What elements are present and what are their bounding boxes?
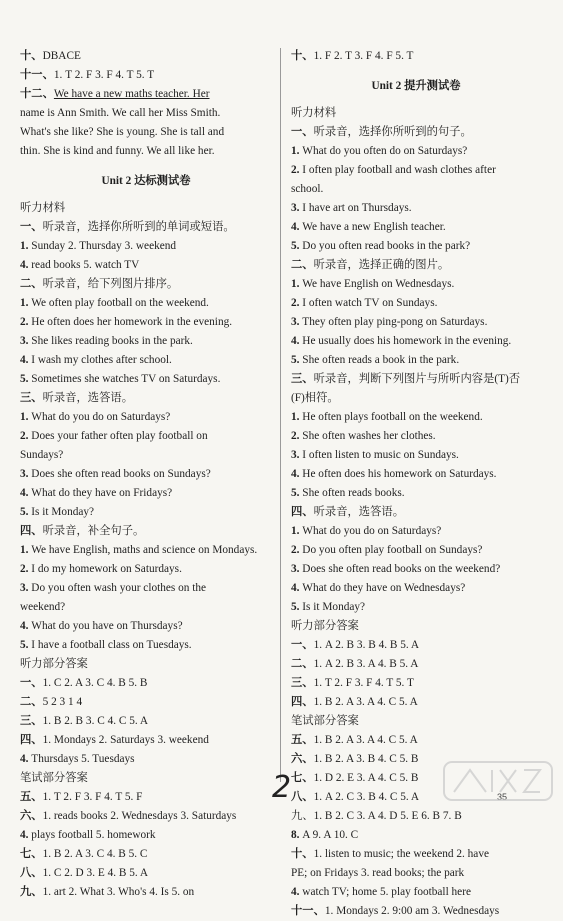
line-text: read books 5. watch TV [31,259,140,271]
text-line [291,579,541,598]
text-line [20,693,272,712]
line-number: 1. [291,145,303,157]
text-line [291,712,541,731]
text-line [20,237,272,256]
line-text: I often play football and wash clothes after [302,164,496,176]
text-line [291,142,541,161]
line-text: She likes reading books in the park. [31,335,193,347]
text-line [291,446,541,465]
line-text: 1. A 2. C 3. B 4. C 5. A [313,791,420,803]
line-number: 1. [20,297,32,309]
text-line [291,883,541,902]
line-number: 十二、 [20,88,54,100]
text-line [20,142,272,161]
line-text: What do they have on Wednesdays? [302,582,466,594]
text-line [20,256,272,275]
line-number: 四、 [291,696,314,708]
text-line [20,294,272,313]
text-line [20,218,272,237]
text-line [20,522,272,541]
line-number: 3. [20,468,32,480]
line-text: We have a new maths teacher. Her [53,88,210,100]
line-text: Sundays? [20,449,64,461]
line-text: 九、1. B 2. C 3. A 4. D 5. E 6. B 7. B [291,810,462,822]
line-text: 1. D 2. E 3. A 4. C 5. B [313,772,419,784]
line-number: 2. [291,297,303,309]
line-text: She often reads books. [302,487,405,499]
line-text: What do you have on Thursdays? [31,620,183,632]
text-line [291,123,541,142]
text-line [291,560,541,579]
line-number: 二、 [20,278,43,290]
text-line [291,370,541,389]
text-line [291,275,541,294]
line-text: 1. C 2. D 3. E 4. B 5. A [42,867,149,879]
line-number: 1. [291,411,303,423]
text-line [20,332,272,351]
text-line [20,807,272,826]
line-number: 三、 [20,392,43,404]
left-top-block [20,47,272,161]
line-number: 八、 [291,791,314,803]
line-text: She often reads a book in the park. [302,354,460,366]
line-text: school. [291,183,324,195]
line-text: PE; on Fridays 3. read books; the park [291,867,465,879]
text-line [291,256,541,275]
text-line [291,655,541,674]
line-number: 2. [291,164,303,176]
watermark-logo [440,756,558,806]
line-number: 三、 [291,677,314,689]
line-number: 1. [291,525,303,537]
line-text: 听力材料 [20,202,66,214]
page-number: 35 [497,792,508,802]
text-line [291,902,541,921]
text-line [20,484,272,503]
text-line [20,104,272,123]
text-line [20,85,272,104]
text-line [20,617,272,636]
line-text: 听录音，选择正确的图片。 [313,259,450,271]
text-line [20,636,272,655]
right-top-line [291,47,541,66]
text-line [20,845,272,864]
text-line [291,218,541,237]
line-number: 一、 [20,221,43,233]
text-line [20,370,272,389]
text-line [20,579,272,598]
text-line [20,750,272,769]
line-text: 1. C 2. A 3. C 4. B 5. B [42,677,148,689]
text-line [291,484,541,503]
line-number: 十、 [291,50,314,62]
line-text: 听录音，判断下列图片与所听内容是(T)否 [313,373,521,385]
line-text: They often play ping-pong on Saturdays. [302,316,488,328]
line-number: 4. [291,582,303,594]
text-line [291,617,541,636]
line-number: 1. [20,411,32,423]
line-text: Sometimes she watches TV on Saturdays. [31,373,221,385]
line-number: 5. [291,354,303,366]
line-text: I have a football class on Tuesdays. [31,639,192,651]
text-line [291,313,541,332]
text-line [20,560,272,579]
line-number: 4. [20,620,32,632]
line-number: 五、 [20,791,43,803]
text-line [291,674,541,693]
line-number: 六、 [20,810,43,822]
text-line [20,351,272,370]
line-text: 1. T 2. F 3. F 4. T 5. T [313,677,414,689]
text-line [291,427,541,446]
text-line [291,389,541,408]
line-number: 4. [291,221,303,233]
text-line [291,161,541,180]
line-text: 1. Mondays 2. Saturdays 3. weekend [42,734,209,746]
line-number: 1. [20,240,32,252]
line-text: Do you often play football on Sundays? [302,544,483,556]
text-line [20,408,272,427]
line-number: 3. [20,582,32,594]
line-number: 三、 [291,373,314,385]
line-text: 听录音，选答语。 [42,392,133,404]
line-text: He often does her homework in the evening. [31,316,233,328]
line-number: 2. [20,316,32,328]
line-number: 4. [291,468,303,480]
line-text: 笔试部分答案 [20,772,88,784]
line-number: 2. [20,430,32,442]
line-text: 1. Mondays 2. 9:00 am 3. Wednesdays [324,905,500,917]
text-line [20,123,272,142]
line-number: 4. [291,335,303,347]
line-number: 2. [291,430,303,442]
line-text: 1. T 2. F 3. F 4. T 5. T [53,69,155,81]
line-number: 3. [291,316,303,328]
line-text: thin. She is kind and funny. We all like her. [20,145,215,157]
line-text: Does she often read books on the weekend? [302,563,501,575]
line-number: 二、 [20,696,43,708]
line-text: I have art on Thursdays. [302,202,412,214]
text-line [291,180,541,199]
line-text: 听录音，选择你所听到的单词或短语。 [42,221,235,233]
line-number: 十一、 [20,69,54,81]
line-number: 六、 [291,753,314,765]
line-number: 5. [291,601,303,613]
line-text: Thursdays 5. Tuesdays [31,753,135,765]
text-line [291,351,541,370]
line-text: 听录音，选答语。 [313,506,404,518]
line-number: 三、 [20,715,43,727]
line-text: plays football 5. homework [31,829,156,841]
line-number: 十一、 [291,905,325,917]
text-line [291,199,541,218]
line-text: 1. B 2. A 3. C 4. B 5. C [42,848,148,860]
line-number: 5. [20,506,32,518]
text-line [20,47,272,66]
text-line [291,864,541,883]
text-line [291,294,541,313]
line-text: DBACE [42,50,81,62]
line-text: I wash my clothes after school. [31,354,172,366]
line-text: watch TV; home 5. play football here [302,886,471,898]
text-line [20,275,272,294]
text-line [291,598,541,617]
text-line [20,66,272,85]
line-text: 1. listen to music; the weekend 2. have [313,848,489,860]
text-line [20,503,272,522]
line-text: 1. B 2. A 3. B 4. C 5. B [313,753,419,765]
line-text: We have English on Wednesdays. [302,278,455,290]
line-text: 1. B 2. B 3. C 4. C 5. A [42,715,149,727]
line-number: 十、 [20,50,43,62]
line-text: Do you often wash your clothes on the [31,582,207,594]
line-number: 四、 [291,506,314,518]
line-text: What's she like? She is young. She is tall and [20,126,225,138]
text-line [291,693,541,712]
line-text: Is it Monday? [31,506,95,518]
line-number: 1. [291,278,303,290]
line-number: 五、 [291,734,314,746]
line-number: 4. [291,886,303,898]
text-line [291,826,541,845]
line-text: We often play football on the weekend. [31,297,209,309]
line-number: 5. [20,373,32,385]
line-text: 听录音，选择你所听到的句子。 [313,126,472,138]
text-line [291,522,541,541]
text-line [20,883,272,902]
handwritten-page-mark: 2 [271,770,292,805]
line-text: 1. reads books 2. Wednesdays 3. Saturdays [42,810,237,822]
line-number: 5. [291,240,303,252]
line-number: 2. [20,563,32,575]
line-text: 1. art 2. What 3. Who's 4. Is 5. on [42,886,195,898]
line-text: 笔试部分答案 [291,715,359,727]
text-line [20,598,272,617]
line-number: 十、 [291,848,314,860]
line-number: 七、 [20,848,43,860]
line-text: We have English, maths and science on Mondays. [31,544,258,556]
line-text: 1. B 2. A 3. A 4. C 5. A [313,734,418,746]
line-text: Does your father often play football on [31,430,208,442]
line-number: 九、 [20,886,43,898]
text-line [291,731,541,750]
text-line [20,446,272,465]
line-text: Do you often read books in the park? [302,240,471,252]
text-line [291,332,541,351]
text-line [20,313,272,332]
line-text: We have a new English teacher. [302,221,446,233]
text-line [291,541,541,560]
line-text: (F)相符。 [291,392,339,404]
line-number: 一、 [20,677,43,689]
text-line [20,674,272,693]
line-text: She often washes her clothes. [302,430,436,442]
left-unit-heading: Unit 2 达标测试卷 [101,175,191,187]
line-number: 3. [291,202,303,214]
line-text: 1. T 2. F 3. F 4. T 5. F [42,791,143,803]
line-number: 一、 [291,639,314,651]
text-line [20,731,272,750]
line-number: 4. [20,829,32,841]
text-line [20,826,272,845]
text-line [20,465,272,484]
text-line [20,389,272,408]
line-text: Is it Monday? [302,601,366,613]
line-number: 1. [20,544,32,556]
text-line [291,104,541,123]
line-text: He often plays football on the weekend. [302,411,483,423]
line-number: 3. [20,335,32,347]
text-line [20,199,272,218]
line-number: 5. [291,487,303,499]
text-line [291,237,541,256]
text-line [20,712,272,731]
line-text: 1. F 2. T 3. F 4. F 5. T [313,50,414,62]
text-line [20,427,272,446]
line-number: 八、 [20,867,43,879]
line-text: What do you often do on Saturdays? [302,145,468,157]
line-text: He usually does his homework in the evening. [302,335,512,347]
text-line [291,807,541,826]
line-number: 四、 [20,525,43,537]
text-line [291,408,541,427]
line-number: 二、 [291,658,314,670]
text-line [20,864,272,883]
line-number: 5. [20,639,32,651]
line-text: 1. A 2. B 3. B 4. B 5. A [313,639,420,651]
line-text: 听力材料 [291,107,337,119]
line-number: 二、 [291,259,314,271]
line-text: I do my homework on Saturdays. [31,563,182,575]
text-line [291,845,541,864]
text-line [291,636,541,655]
line-number: 四、 [20,734,43,746]
text-line [20,541,272,560]
line-number: 2. [291,544,303,556]
line-text: Sunday 2. Thursday 3. weekend [31,240,177,252]
line-number: 七、 [291,772,314,784]
line-text: He often does his homework on Saturdays. [302,468,497,480]
line-text: A 9. A 10. C [302,829,359,841]
line-text: 1. A 2. B 3. A 4. B 5. A [313,658,419,670]
line-text: Does she often read books on Sundays? [31,468,211,480]
line-text: 听录音，给下列图片排序。 [42,278,179,290]
line-text: What do you do on Saturdays? [302,525,442,537]
right-unit-heading: Unit 2 提升测试卷 [371,80,461,92]
line-text: name is Ann Smith. We call her Miss Smith. [20,107,221,119]
line-text: 听力部分答案 [291,620,359,632]
line-text: weekend? [20,601,66,613]
line-text: 5 2 3 1 4 [42,696,83,708]
line-number: 3. [291,563,303,575]
line-number: 3. [291,449,303,461]
text-line [291,503,541,522]
text-line [291,465,541,484]
line-number: 4. [20,259,32,271]
line-text: 1. B 2. A 3. A 4. C 5. A [313,696,418,708]
text-line [20,655,272,674]
line-number: 4. [20,487,32,499]
line-number: 一、 [291,126,314,138]
column-divider [280,48,281,782]
line-number: 4. [20,753,32,765]
line-text: I often listen to music on Sundays. [302,449,459,461]
line-text: 听力部分答案 [20,658,88,670]
line-text: What do they have on Fridays? [31,487,173,499]
line-text: I often watch TV on Sundays. [302,297,438,309]
line-text: What do you do on Saturdays? [31,411,171,423]
line-number: 4. [20,354,32,366]
line-text: 听录音，补全句子。 [42,525,145,537]
line-number: 8. [291,829,303,841]
